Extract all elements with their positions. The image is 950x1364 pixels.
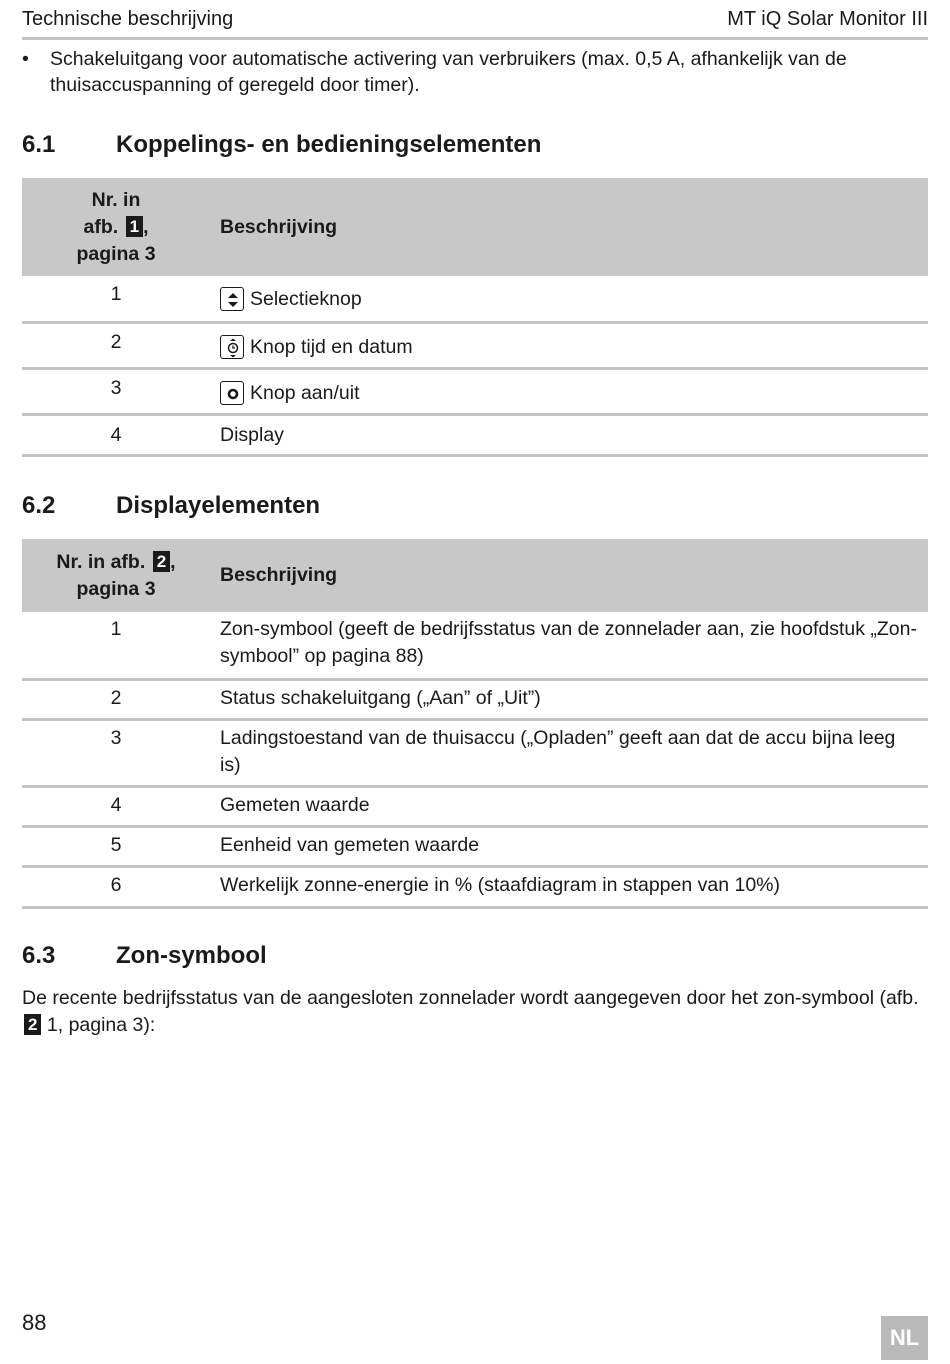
table-row [22, 719, 928, 786]
row-number: 3 [22, 368, 210, 414]
section-title: Koppelings- en bedieningselementen [116, 131, 542, 158]
row-number: 5 [22, 826, 210, 866]
row-number: 3 [22, 719, 210, 786]
section-number: 6.3 [22, 942, 56, 969]
running-header [22, 8, 928, 36]
time-date-key-icon [220, 335, 244, 359]
header-rule [22, 37, 928, 40]
row-description: Werkelijk zonne-energie in % (staafdiagram in stappen van 10%) [210, 866, 928, 907]
bullet-text: Schakeluitgang voor automatische activering van verbruikers (max. 0,5 A, afhankelijk van de thuisaccuspanning of geregeld door timer). [50, 48, 847, 96]
table-row [22, 786, 928, 826]
table-header-row [22, 539, 928, 612]
header-line-2: pagina 3 [76, 577, 156, 600]
paragraph-text: De recente bedrijfsstatus van de aangesloten zonnelader wordt aangegeven door het zon-symbool (afb. [22, 987, 919, 1009]
body-paragraph [22, 985, 928, 1039]
row-description [210, 322, 928, 368]
column-header-number [22, 539, 210, 612]
paragraph-text-end: 1, pagina 3): [41, 1014, 156, 1036]
row-number: 2 [22, 679, 210, 719]
row-description-text: Knop aan/uit [250, 381, 360, 404]
page-number: 88 [22, 1310, 47, 1335]
table-row [22, 826, 928, 866]
row-description: Gemeten waarde [210, 786, 928, 826]
section-title: Zon-symbool [116, 942, 267, 969]
header-product: MT iQ Solar Monitor III [727, 8, 928, 30]
section-title: Displayelementen [116, 492, 321, 519]
row-number: 2 [22, 322, 210, 368]
row-description-text: Selectieknop [250, 288, 362, 310]
header-comma: , [143, 215, 149, 238]
table-row [22, 322, 928, 368]
controls-table [22, 178, 928, 457]
header-chapter: Technische beschrijving [22, 8, 234, 30]
row-number: 4 [22, 786, 210, 826]
row-description: Eenheid van gemeten waarde [210, 826, 928, 866]
column-header-number [22, 178, 210, 276]
header-comma: , [170, 550, 176, 573]
section-number: 6.1 [22, 131, 56, 158]
column-header-description: Beschrijving [210, 178, 928, 276]
table-row [22, 276, 928, 322]
table-header-row [22, 178, 928, 276]
row-number: 4 [22, 414, 210, 455]
row-description [210, 276, 928, 322]
row-description: Status schakeluitgang („Aan” of „Uit”) [210, 679, 928, 719]
header-line-1: Nr. in afb. [56, 550, 146, 573]
language-tab: NL [881, 1316, 928, 1360]
row-description: Zon-symbool (geeft de bedrijfsstatus van de zonnelader aan, zie hoofdstuk „Zon-symbool” op pagina 88) [210, 612, 928, 679]
selection-key-icon [220, 287, 244, 311]
section-number: 6.2 [22, 492, 56, 519]
row-number: 1 [22, 276, 210, 322]
table-row [22, 679, 928, 719]
table-row [22, 414, 928, 455]
header-line-2: afb. [83, 215, 119, 238]
figure-ref-badge: 1 [126, 216, 143, 237]
figure-ref-badge: 2 [153, 551, 170, 572]
table-row [22, 368, 928, 414]
header-line-3: pagina 3 [76, 242, 156, 265]
bullet-marker: • [22, 48, 29, 70]
table-row [22, 866, 928, 907]
column-header-description: Beschrijving [210, 539, 928, 612]
figure-ref-badge: 2 [24, 1014, 41, 1035]
row-description-text: Knop tijd en datum [250, 335, 413, 358]
row-description: Ladingstoestand van de thuisaccu („Opladen” geeft aan dat de accu bijna leeg is) [210, 719, 928, 786]
row-number: 6 [22, 866, 210, 907]
power-key-icon [220, 381, 244, 405]
display-elements-table [22, 539, 928, 909]
table-row [22, 612, 928, 679]
row-description [210, 368, 928, 414]
header-line-1: Nr. in [91, 188, 141, 211]
row-number: 1 [22, 612, 210, 679]
row-description: Display [210, 414, 928, 455]
